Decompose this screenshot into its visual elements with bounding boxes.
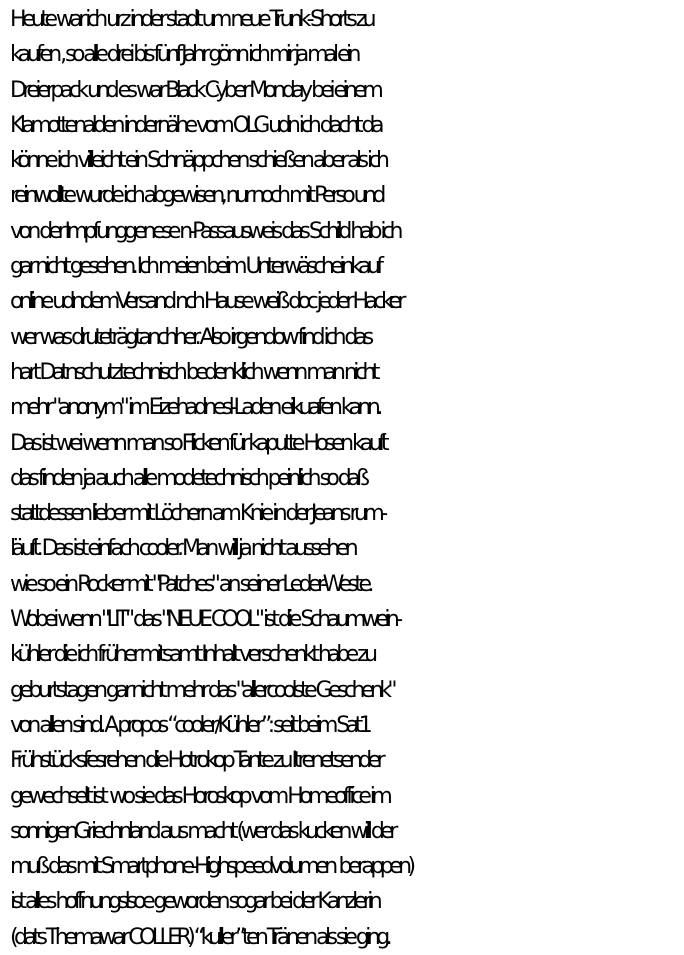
text-line: von der Impfunggenese n-Passausweis das Schild hab ich	[10, 218, 399, 244]
text-line: Das ist wei wenn man so Flicken für kaputte Hosen kauft	[10, 430, 385, 456]
text-line: geburtstagen gar nicht mehr das "allercoolste Geschenk"	[10, 677, 393, 703]
text-line: das finden ja auch alle modetechnisch peinlich so daß	[10, 465, 366, 491]
text-line: kühler die ich früher mitsamt Inhalt verschenkt habe zu	[10, 642, 374, 668]
text-line: gar nicht gesehen. Ich meien beim Unterwäscheinkauf	[10, 254, 380, 280]
text-line: läuft. Das ist einfach cooler. Man will ja nicht aussehen	[10, 536, 355, 562]
text-line: von allen sind. A propos “cooler/Kühler”: seit beim Sat1	[10, 712, 369, 738]
text-line: Dreierpack und es war Black Cyber Monday bei einem	[10, 77, 380, 103]
text-line: mehr "anonym" im Eizehadnesl-Laden eikuafen kann.	[10, 395, 379, 421]
text-line: Klamottenalden indernähe vom OLG udn ich dacht da	[10, 112, 380, 138]
text-line: (dats Themawar COLLER) “kuller”ten Tränen als sie ging.	[10, 924, 389, 950]
text-line: wer was druteträgtanchher. Also irgendow find ich das	[10, 324, 370, 350]
text-line: online udndemVersand nch Hause weiß doc jeder Hacker	[10, 289, 402, 315]
text-line: gewechselt ist wo sie das Horoskop vom Homeoffice im	[10, 783, 389, 809]
text-line: kaufen , so alle drei bis fünf Jahr gönn ich mir ja mal ein	[10, 42, 357, 68]
text-line: Frühstücksfesrehen die Hotrokop Tante zu Itrenetsender	[10, 748, 382, 774]
text-line: muß das mit Smartphone-Highspeedvolumen berappen)	[10, 854, 412, 880]
text-line: hart Datnschutztechnisch bedenklich wenn man nicht	[10, 359, 376, 385]
text-line: stattdessen lieber mit Löchern am Knie in der Jeans rum-	[10, 501, 384, 527]
text-line: könne ich villeicht ein Schnäppchen schießen aber als ich	[10, 148, 386, 174]
text-line: Heute war ich urz inder stadt um neue Trunk-Shorts zu	[10, 7, 373, 32]
text-line: sonnigenGriechnland aus macht (wer das kucken will der	[10, 818, 394, 844]
document-text	[10, 2, 682, 955]
text-line: wie so ein Rocker mit "Patches" an seiner Leder-Weste.	[10, 571, 370, 597]
text-line: reinwollte wurde ich abgewisen, nur noch mit Perso und	[10, 183, 382, 209]
text-line: ist alles hoffnungslsoe geworden sogar bei der Kanzlerin	[10, 889, 379, 915]
text-line: Wobei wenn "LIT" das "NEUE COOL" ist die Schaumwein-	[10, 607, 399, 633]
